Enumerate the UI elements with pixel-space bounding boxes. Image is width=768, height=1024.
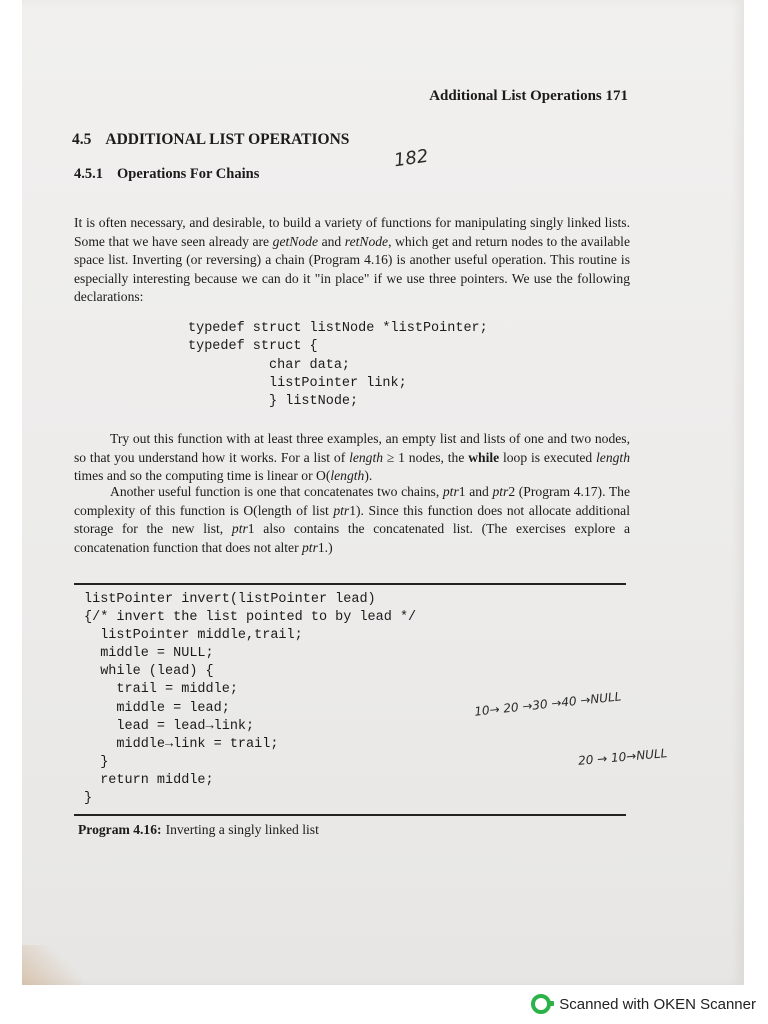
italic-term: retNode — [344, 233, 389, 249]
paragraph-try-out — [74, 430, 630, 486]
subsection-heading — [74, 166, 259, 183]
code-line: listPointer middle,trail; — [84, 628, 303, 644]
program-top-rule — [74, 583, 626, 585]
code-line: lead = lead→link; — [84, 718, 255, 734]
code-line: } — [84, 791, 93, 807]
text-run: and — [317, 233, 345, 249]
italic-term: ptr — [231, 521, 248, 536]
italic-term: length — [330, 468, 365, 483]
caption-text: Inverting a singly linked list — [165, 822, 319, 837]
code-line: trail = middle; — [84, 682, 238, 698]
handwritten-list-after: 20 → 10→NULL — [577, 746, 668, 768]
text-run: times and so the computing time is linear or O( — [74, 468, 331, 483]
page-corner-shadow — [22, 945, 82, 985]
code-line: listPointer invert(listPointer lead) — [84, 592, 376, 607]
handwritten-page-number: 182 — [392, 145, 430, 172]
text-run: 1 also contains the concatenated list. (The exercises explore a concatenation function that does not alter — [74, 521, 631, 555]
code-line: typedef struct { — [188, 339, 318, 355]
code-line: } — [84, 754, 109, 770]
code-line: char data; — [188, 357, 351, 373]
handwritten-list-before: 10→ 20 →30 →40 →NULL — [473, 689, 623, 719]
text-run: 1.) — [317, 539, 333, 555]
text-run: 1 and — [458, 484, 493, 499]
text-run: ). — [364, 468, 373, 483]
text-run: It is often necessary, and desirable, to build a variety of functions for manipulating singly linked lists. Some that we have seen already are — [74, 215, 630, 249]
paragraph-intro — [74, 214, 630, 307]
text-run: Try out this function with at least three examples, an empty list and lists of one and two nodes, so that you understand how it works. For a list of — [74, 431, 630, 465]
section-heading — [72, 131, 349, 149]
italic-term: length — [596, 449, 630, 465]
code-line: return middle; — [84, 772, 214, 788]
italic-term: ptr — [442, 484, 459, 499]
italic-term: getNode — [272, 233, 318, 249]
text-run: 2 (Program 4.17). The complexity of this function is O(length of list — [74, 484, 631, 518]
code-line: typedef struct listNode *listPointer; — [188, 321, 488, 336]
code-line: middle→link = trail; — [84, 736, 279, 752]
program-bottom-rule — [74, 814, 626, 816]
italic-term: length — [349, 449, 384, 465]
scanner-watermark — [531, 994, 756, 1014]
text-run: ≥ 1 nodes, the — [383, 449, 469, 465]
program-caption — [78, 822, 319, 838]
code-line: {/* invert the list pointed to by lead */ — [84, 610, 417, 626]
italic-term: ptr — [302, 539, 318, 555]
caption-label: Program 4.16: — [78, 822, 162, 837]
section-title: ADDITIONAL LIST OPERATIONS — [105, 131, 350, 148]
subsection-title: Operations For Chains — [117, 166, 260, 182]
italic-term: ptr — [492, 484, 509, 499]
scanner-label: Scanned with OKEN Scanner — [559, 995, 756, 1013]
text-run: 1). Since this function does not allocate additional storage for the new list, — [74, 502, 630, 536]
code-line: middle = lead; — [84, 700, 230, 716]
text-run: , which get and return nodes to the available space list. Inverting (or reversing) a chain (Program 4.16) is another useful operation. This routine is especially interesting because we can do it "in place" if we use three pointers. We use the following declarations: — [74, 233, 630, 304]
scanner-logo-icon — [531, 994, 551, 1014]
code-line: middle = NULL; — [84, 646, 214, 662]
italic-term: ptr — [333, 502, 350, 518]
subsection-number: 4.5.1 — [74, 166, 103, 182]
section-number: 4.5 — [72, 131, 92, 148]
code-line: while (lead) { — [84, 664, 214, 680]
paragraph-concatenate — [74, 483, 630, 557]
text-run: Another useful function is one that concatenates two chains, — [110, 484, 443, 499]
scanned-page — [22, 0, 744, 985]
bold-keyword: while — [468, 449, 500, 465]
running-head: Additional List Operations 171 — [429, 88, 628, 104]
code-line: listPointer link; — [188, 375, 407, 391]
code-line: } listNode; — [188, 394, 359, 410]
text-run: loop is executed — [499, 449, 597, 465]
program-code — [84, 591, 416, 808]
declarations-code — [188, 320, 488, 411]
